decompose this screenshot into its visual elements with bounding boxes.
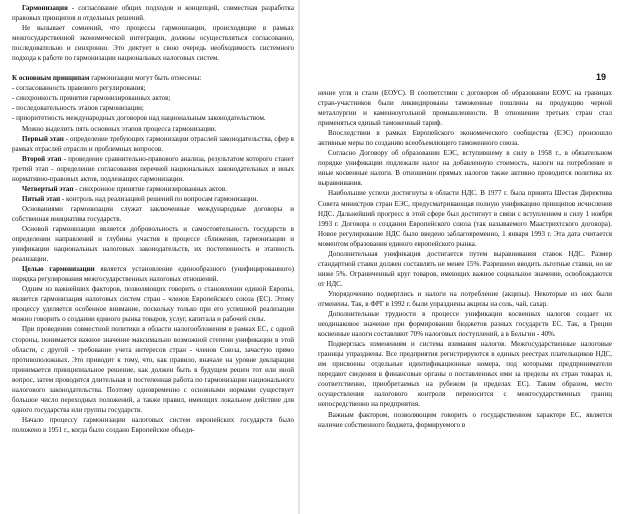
paragraph: Одним из важнейших факторов, позволяющих говорить о становлении единой Европы, является гармонизация налоговых систем стран - членов Европейского союза (ЕС). Этому процессу уделяется особенное внимание, поскольку только при его успешной реализации можно говорить о создании единого рынка товаров, услуг, капитала и рабочей силы.	[12, 285, 294, 324]
stage-4: Четвертый этап - синхронное принятие гармонизированных актов.	[22, 184, 227, 193]
term-goal: Целью гармонизации	[22, 265, 95, 274]
paragraph: Наибольшие успехи достигнуты в области НДС. В 1977 г. была принята Шестая Директива Совета министров стран ЕЭС, предусматривающая полную унификацию принципов исчисления НДС. Дальнейший прогресс в этой сфере был достигнут в связи с вступлением в силу 1 ноября 1993 г. Договора о создании Европейского союза (так называемого Маастрихтского договора). Новое регулирование НДС было введено заблаговременно, 1 января 1993 г. Эта дата считается моментом образования единого европейского рынка.	[318, 189, 612, 248]
paragraph: При проведении совместной политики в области налогообложения в рамках ЕС, с одной стороны, понимается важное значение максимально возможной степени унификации в этой области, с другой - требование учета интересов стран - членов Союза, зачастую прямо противоположных. Это приводит к тому, что, как правило, вначале на уровне декларации принимается принципиальное решение, как должен быть в будущем решен тот или иной вопрос, затем проводится длительная и постепенная работа по гармонизации национального налогового законодательства. Поэтому одновременно с основными нормами существует большое число переходных положений, а также правил, имеющих локальное действие для одного государства или группы государств.	[12, 325, 294, 414]
right-column	[318, 88, 612, 430]
paragraph: Важным фактором, позволяющим говорить о государственном характере ЕС, является наличие собственного бюджета, формируемого в	[318, 410, 612, 429]
stage-2: Второй этап - проведение сравнительно-правового анализа, результатом которого станет третий этап - определение согласования перечней национальных законодательных и иных нормативно-правовых актов, подлежащих гармонизации.	[12, 154, 294, 183]
paragraph: Дополнительные трудности в процессе унификации косвенных налогов создает их неодинаковое значение при формировании бюджетов разных государств ЕС. Так, в Греции косвенные налоги составляют 70% налоговых поступлений, а в Бельгии - 40%.	[318, 310, 612, 339]
goal-paragraph: Целью гармонизации является установление единообразного (унифицированного) порядка регулирования межгосударственных налоговых отношений.	[12, 265, 294, 284]
paragraph: Упорядочению подверглись и налоги на потребление (акцизы). Некоторые из них были отменены. Так, в ФРГ в 1992 г. были упразднены акцизы на соль, чай, сахар.	[318, 289, 612, 308]
paragraph: Основаниями гармонизации служат заключенные международные договоры и собственная инициатива государств.	[12, 204, 294, 223]
paragraph: Дополнительная унификация достигается путем выравнивания ставок НДС. Размер стандартной ставки должен составлять не менее 15%. Разрешено вводить льготные ставки, но не ниже 5%. Ограниченный круг товаров, имеющих важное социальное значение, освобождаются от НДС.	[318, 249, 612, 288]
paragraph: Начало процессу гармонизации налоговых систем европейских государств было положено в 1951 г., когда было создано Европейское объеди-	[12, 415, 294, 434]
paragraph: Впоследствии в рамках Европейского экономического сообщества (ЕЭС) произошло активные меры по созданию всеобъемлющего таможенного союза.	[318, 129, 612, 148]
list-item: - приоритетность международных договоров над национальным законодательством.	[12, 114, 266, 123]
list-item: - синхронность принятия гармонизированных актов;	[12, 94, 171, 103]
paragraph: Согласно Договору об образовании ЕЭС, вступившему в силу в 1958 г., в обязательном порядке унификации подлежали налог на добавленную стоимость, налоги на потребление и иные косвенные налоги. В отношении прямых налогов также активно проводится политика их выравнивания.	[318, 149, 612, 188]
paragraph: Можно выделить пять основных этапов процесса гармонизации.	[22, 124, 217, 133]
term-harmonization: Гармонизация	[22, 4, 68, 12]
term-principles: К основным принципам	[12, 74, 90, 83]
paragraph: Основой гармонизации является добровольность и самостоятельность государств в определении направлений и глубины участия в процессе сближения, гармонизации и унификации национальных налоговых законодательств, их постепенность и этапность реализации.	[12, 224, 294, 264]
right-page	[300, 0, 620, 514]
left-page	[0, 0, 300, 514]
paragraph: Не вызывает сомнений, что процессы гармонизации, происходящие в рамках межгосударственной экономической интеграции, должны осуществляться согласованно, последовательно и синхронно. Это диктует в свою очередь необходимость системного подхода к работе по гармонизации национальных налоговых систем.	[12, 24, 294, 63]
harmonization-definition: Гармонизация - согласование общих подходов и концепций, совместная разработка правовых принципов и отдельных решений.	[12, 4, 294, 23]
list-item: - последовательность этапов гармонизации;	[12, 104, 144, 113]
principles-heading: К основным принципам гармонизации могут быть отнесены:	[12, 74, 202, 83]
page-number: 19	[595, 72, 606, 82]
paragraph: нение угля и стали (ЕОУС). В соответствии с договором об образовании ЕОУС на границах стран-участников были ликвидированы таможенные пошлины на продукцию черной металлургии и каменноугольной промышленности. В отношении третьих стран стал применяться единый таможенный тариф.	[318, 89, 612, 128]
left-column	[12, 3, 294, 435]
paragraph: Подверглась изменениям и система взимания налогов. Межгосударственные налоговые границы упразднены. Все предприятия регистрируются в единых реестрах плательщиков НДС, им присвоены отдельные идентификационные номера, под которыми предприниматели передают сведения в финансовые органы о поставленных ими за пределы их стран товарах и, соответственно, приобретаемых на рубежом (в пределах ЕС). Таким образом, место осуществления налогового контроля переносится с межгосударственных границ непосредственно на предприятия.	[318, 340, 612, 409]
stage-5: Пятый этап - контроль над реализацией решений по вопросам гармонизации.	[22, 194, 259, 203]
stage-1: Первый этап - определение требующих гармонизации отраслей законодательства, сфер в рамках отраслей отрасли и проблемных вопросов.	[12, 134, 294, 153]
list-item: - согласованность правового регулирования;	[12, 84, 146, 93]
